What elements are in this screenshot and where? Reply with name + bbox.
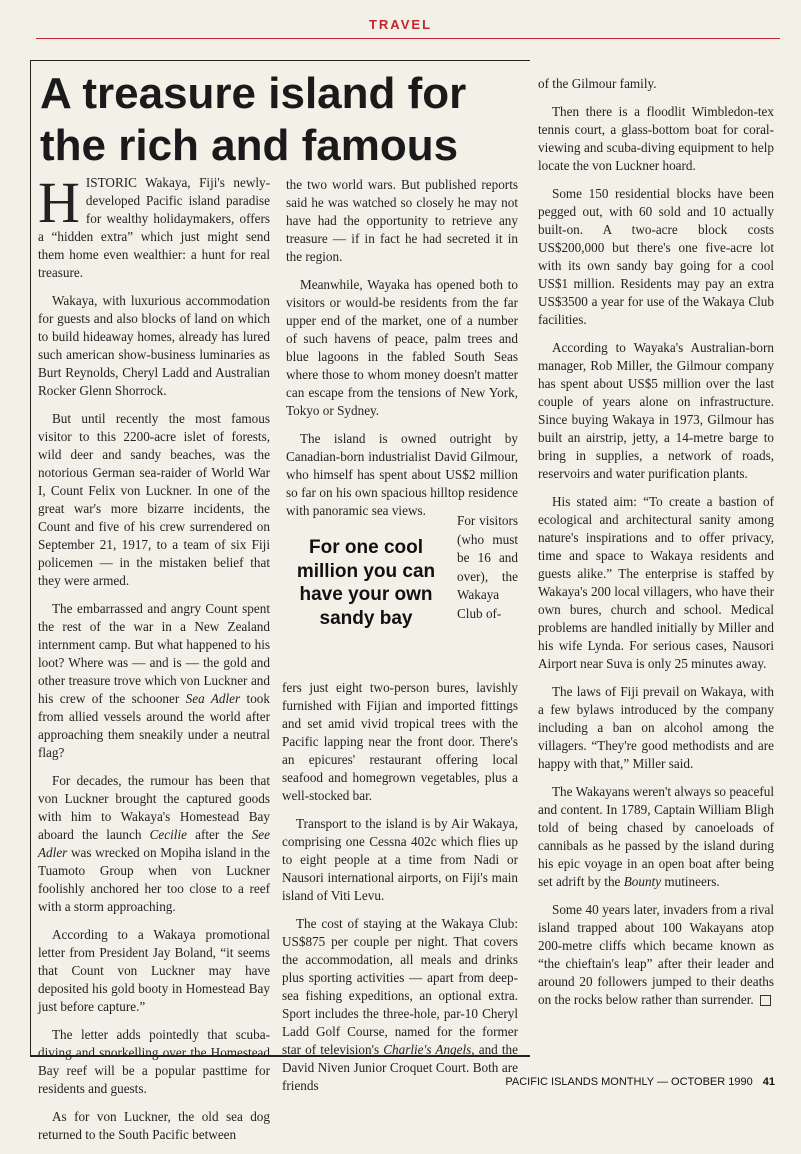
launch-name: Cecilie bbox=[149, 827, 187, 842]
paragraph: According to Wayaka's Australian-born manager, Rob Miller, the Gilmour company has spent about US$5 million over the last couple of years alone on infrastructure. Since buying Wakaya in 1973, Gilmour has built an airstrip, jetty, a 14-metre barge to bring in supplies, a network of roads, reservoirs and water purification plants. bbox=[538, 340, 774, 481]
paragraph-text: mutineers. bbox=[661, 874, 720, 889]
paragraph: Transport to the island is by Air Wakaya, comprising one Cessna 402c which flies up to eight people at a time from Nadi or Nausori international airports, on Fiji's main island of Viti Levu. bbox=[282, 816, 518, 903]
paragraph-text: The embarrassed and angry Count spent the rest of the war in a New Zealand internment camp. But what happened to his loot? Where was — and is — the gold and other treasure trove which von Luckner and his crew of the schooner bbox=[38, 601, 270, 706]
paragraph-text: The cost of staying at the Wakaya Club: US$875 per couple per night. That covers the accommodation, all meals and drinks plus sporting activities — apart from deep-sea fishing expeditions, an optional extra. Sport includes the three-hole, par-10 Cheryl Ladd Golf Course, named for the former star of television's bbox=[282, 916, 518, 1057]
paragraph: The laws of Fiji prevail on Wakaya, with a few bylaws introduced by the company including a ban on alcohol among the villagers. “They're good methodists and are happy with that,” Miller said. bbox=[538, 684, 774, 771]
end-mark-icon bbox=[760, 995, 771, 1006]
paragraph bbox=[538, 901, 774, 1009]
paragraph: The island is owned outright by Canadian-born industrialist David Gilmour, who himself has spent about US$2 million so far on his own spacious hilltop residence with panoramic sea views. bbox=[286, 431, 518, 518]
section-label: TRAVEL bbox=[368, 17, 433, 32]
publication-line: PACIFIC ISLANDS MONTHLY — OCTOBER 1990 bbox=[505, 1076, 753, 1088]
paragraph-text: was wrecked on Mopiha island in the Tuamoto Group when von Luckner foolishly anchored her too close to a reef with a storm approaching. bbox=[38, 845, 270, 914]
page-footer bbox=[0, 1076, 775, 1088]
column-1 bbox=[38, 170, 270, 1154]
paragraph bbox=[282, 915, 518, 1095]
paragraph-text: , and the David Niven Junior Croquet Court. Both are friends bbox=[282, 1042, 519, 1093]
paragraph-text: after the bbox=[186, 827, 252, 842]
paragraph-text: took from allied vessels around the world after approaching them sneakily under a neutral flag? bbox=[38, 691, 270, 760]
paragraph: Then there is a floodlit Wimbledon-tex tennis court, a glass-bottom boat for coral-viewing and scuba-diving equipment to help locate the von Luckner hoard. bbox=[538, 104, 774, 173]
show-name: Charlie's Angels bbox=[383, 1042, 472, 1057]
narrow-column-text: For visitors (who must be 16 and over), the Wakaya Club of- bbox=[457, 513, 518, 621]
ship-name: Sea Adler bbox=[185, 691, 241, 706]
paragraph: The letter adds pointedly that scuba-diving and snorkelling over the Homestead Bay reef will be a popular pasttime for residents and guests. bbox=[38, 1027, 270, 1096]
paragraph: According to a Wakaya promotional letter from President Jay Boland, “it seems that Count von Luckner may have deposited his gold booty in Homestead Bay just before capture.” bbox=[38, 927, 270, 1014]
drop-cap: H bbox=[38, 170, 80, 235]
pull-quote: For one cool million you can have your own sandy bay bbox=[296, 537, 436, 629]
page-number: 41 bbox=[762, 1076, 775, 1088]
paragraph: As for von Luckner, the old sea dog returned to the South Pacific between bbox=[38, 1109, 270, 1142]
paragraph bbox=[38, 600, 270, 762]
paragraph-text: For decades, the rumour has been that von Luckner brought the captured goods with him to Wakaya's Homestead Bay aboard the launch bbox=[38, 773, 270, 842]
paragraph-text: The Wakayans weren't always so peaceful and content. In 1789, Captain William Bligh told of being chased by canoeloads of cannibals as he passed by the island during his epic voyage in an open boat after being set adrift by the bbox=[538, 784, 774, 889]
header-rule bbox=[36, 38, 780, 39]
paragraph: But until recently the most famous visitor to this 2200-acre islet of forests, wild deer and sandy beaches, was the notorious German sea-raider of World War I, Count Felix von Luckner. In one of the great war's more bizarre incidents, the Count and five of his crew surrendered on September 21, 1917, to a team of six Fiji policemen — in the mistaken belief that they were armed. bbox=[38, 411, 270, 588]
paragraph: of the Gilmour family. bbox=[538, 76, 657, 91]
paragraph: Meanwhile, Wayaka has opened both to visitors or would-be residents from the far upper end of the market, one of a number of such havens of peace, palm trees and blue lagoons in the fabled South Seas where those to whom money doesn't matter can escape from the tensions of New York, Tokyo or Sydney. bbox=[286, 277, 518, 418]
paragraph-text: Some 40 years later, invaders from a rival island trapped about 100 Wakayans atop 200-metre cliffs which became known as “the chieftain's leap” after their leader and around 20 followers jumped to their deaths on the rocks below rather than surrender. bbox=[538, 902, 774, 1007]
paragraph: fers just eight two-person bures, lavishly furnished with Fijian and imported fittings and set amid vivid tropical trees with the Pacific lapping near the front door. There's an epicures' restaurant offering local seafood and homegrown vegetables, plus a well-stocked bar. bbox=[282, 680, 518, 803]
paragraph bbox=[38, 170, 270, 282]
column-3 bbox=[538, 75, 774, 1019]
paragraph-text: ISTORIC Wakaya, Fiji's newly-developed Pacific island paradise for wealthy holidaymakers, offers a “hidden extra” which just might send them home even wealthier: a hunt for real treasure. bbox=[38, 175, 270, 280]
paragraph: the two world wars. But published reports said he was watched so closely he may not have had the opportunity to retrieve any treasure — if in fact he had secreted it in the region. bbox=[286, 177, 518, 264]
column-2 bbox=[286, 176, 518, 530]
paragraph: Wakaya, with luxurious accommodation for guests and also blocks of land on which to build hideaway homes, already has lured such american show-business luminaries as Burt Reynolds, Cheryl Ladd and Australian Rocker Glenn Shorrock. bbox=[38, 293, 270, 398]
ship-name: Bounty bbox=[623, 874, 662, 889]
column-2-continued bbox=[282, 679, 518, 1105]
headline: A treasure island for the rich and famous bbox=[40, 69, 467, 170]
paragraph: His stated aim: “To create a bastion of ecological and architectural sanity among nature's inspirations and to offer privacy, time and space to Wakaya residents and guests alike.” The enterprise is staffed by Wakaya's 200 local villagers, who have their own bures, church and school. Medical problems are handled initially by Miller and his wife Lynda. For serious cases, Nausori Airport near Suva is only 25 minutes away. bbox=[538, 494, 774, 671]
paragraph bbox=[538, 783, 774, 891]
paragraph bbox=[38, 772, 270, 916]
paragraph: Some 150 residential blocks have been pegged out, with 60 sold and 10 actually built-on. A two-acre block costs US$200,000 but there's one five-acre lot with its own sandy bay going for a cool US$1 million. Residents may pay an extra US$3500 a year for use of the Wakaya Club facilities. bbox=[538, 186, 774, 327]
ship-name: See Adler bbox=[38, 827, 270, 860]
